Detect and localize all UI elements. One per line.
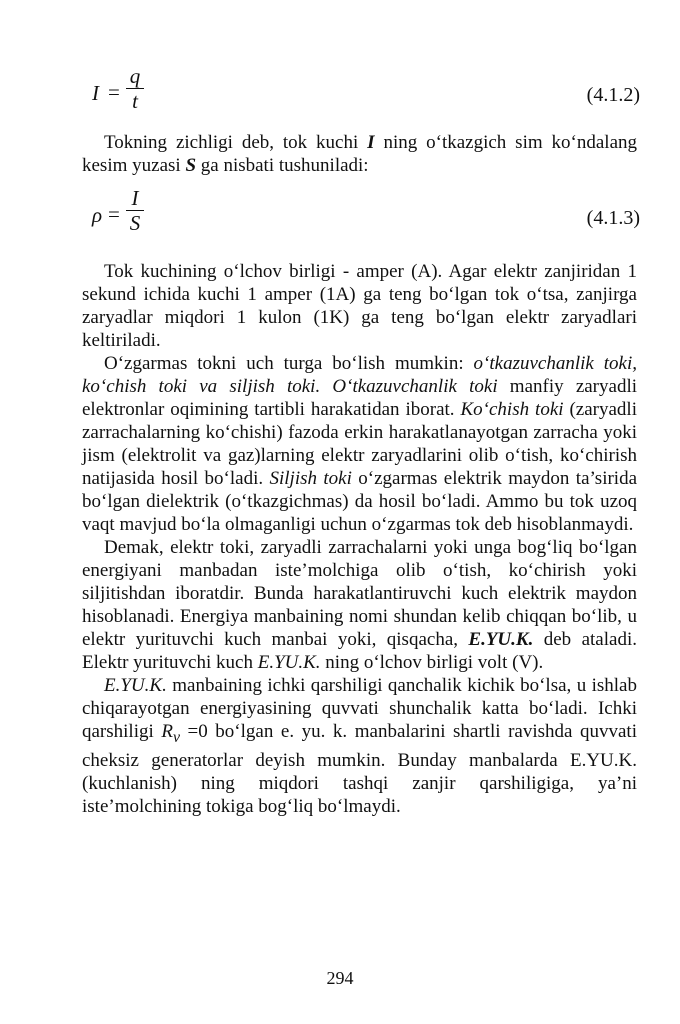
formula-fraction <box>126 66 144 111</box>
paragraph-current-density <box>82 131 637 177</box>
formula-lhs: I <box>92 81 99 105</box>
fraction-numerator: I <box>131 186 139 210</box>
formula-equals: = <box>108 202 120 226</box>
text-run: (zaryadli zarrachalarning ko‘chishi) fazoda erkin harakatlanayotgan zarracha yoki jism (elektrolit va gaz)larning elektr zaryadlarini olib o‘tish, ko‘chirish natijasida hosil bo‘ladi. <box>82 399 637 489</box>
variable-subscript: v <box>172 728 180 746</box>
paragraph-emf <box>82 536 637 674</box>
equation-number: (4.1.2) <box>586 84 640 106</box>
text-run: Tokning zichligi deb, tok kuchi <box>104 132 368 153</box>
text-run: ning o‘tkazgich sim ko‘ndalang kesim yuzasi <box>82 132 637 176</box>
variable-I: I <box>367 132 375 153</box>
text-run: ning o‘lchov birligi volt (V). <box>320 652 544 673</box>
body-text <box>82 260 637 818</box>
italic-term: Ko‘chish toki <box>460 399 564 420</box>
text-run: O‘zgarmas tokni uch turga bo‘lish mumkin: <box>104 353 474 374</box>
page-number: 294 <box>326 968 354 988</box>
formula-fraction <box>126 188 144 233</box>
text-run: manbaining ichki qarshiligi qanchalik kichik bo‘lsa, u ishlab chiqarayotgan energiyasining quvvati shunchalik katta bo‘ladi. Ichki qarshiligi <box>82 675 637 742</box>
paragraph-internal-resistance <box>82 674 637 818</box>
abbreviation-italic: E.YU.K. <box>104 675 167 696</box>
text-run: deb ataladi. Elektr yurituvchi kuch <box>82 629 637 673</box>
italic-term: Siljish toki <box>269 468 352 489</box>
text-run: ga nisbati tushuniladi: <box>196 155 369 176</box>
variable-R: R <box>161 721 173 742</box>
fraction-numerator: q <box>129 64 141 88</box>
abbreviation-italic: E.YU.K. <box>257 652 321 673</box>
paragraph-unit: Tok kuchining o‘lchov birligi - amper (A). Agar elektr zanjiridan 1 sekund ichida kuchi 1 amper (1A) ga teng bo‘lgan tok o‘tsa, zanjirga zaryadlar miqdori 1 kulon (1K) ga teng bo‘lgan elektr zaryadlari keltiriladi. <box>82 261 637 351</box>
text-run: =0 bo‘lgan e. yu. k. manbalarini shartli ravishda quvvati cheksiz generatorlar deyish mumkin. Bunday manbalarda E.YU.K. (kuchlanish) ning miqdori tashqi zanjir qarshiligiga, ya’ni iste’molchining tokiga bog‘liq bo‘lmaydi. <box>82 721 637 817</box>
italic-term: o‘tkazuvchanlik toki, ko‘chish toki va siljish toki. O‘tkazuvchanlik toki <box>82 353 637 397</box>
text-run: manfiy zaryadli elektronlar oqimining tartibli harakatidan iborat. <box>82 376 637 420</box>
text-run: Demak, elektr toki, zaryadli zarrachalarni yoki unga bog‘liq bo‘lgan energiyani manbadan iste’molchiga olib o‘tish, ko‘chirish yoki siljitishdan iboratdir. Bunda harakatlantiruvchi kuch elektrik maydon hisoblanadi. Energiya manbaining nomi shundan kelib chiqqan bo‘lib, u elektr yurituvchi kuch manbai yoki, qisqacha, <box>82 537 637 650</box>
abbreviation-bold: E.YU.K. <box>468 629 534 650</box>
formula-equals: = <box>108 80 120 104</box>
equation-number: (4.1.3) <box>586 207 640 229</box>
formula-lhs: ρ <box>92 203 103 227</box>
paragraph-current-types <box>82 352 637 536</box>
text-run: o‘zgarmas elektrik maydon ta’sirida bo‘lgan dielektrik (o‘tkazgichmas) da hosil bo‘ladi. Ammo bu tok uzoq vaqt mavjud bo‘la olmaganligi uchun o‘zgarmas tok deb hisoblanmaydi. <box>82 468 638 535</box>
fraction-denominator: t <box>132 89 138 113</box>
variable-S: S <box>185 155 197 176</box>
fraction-denominator: S <box>129 211 141 235</box>
